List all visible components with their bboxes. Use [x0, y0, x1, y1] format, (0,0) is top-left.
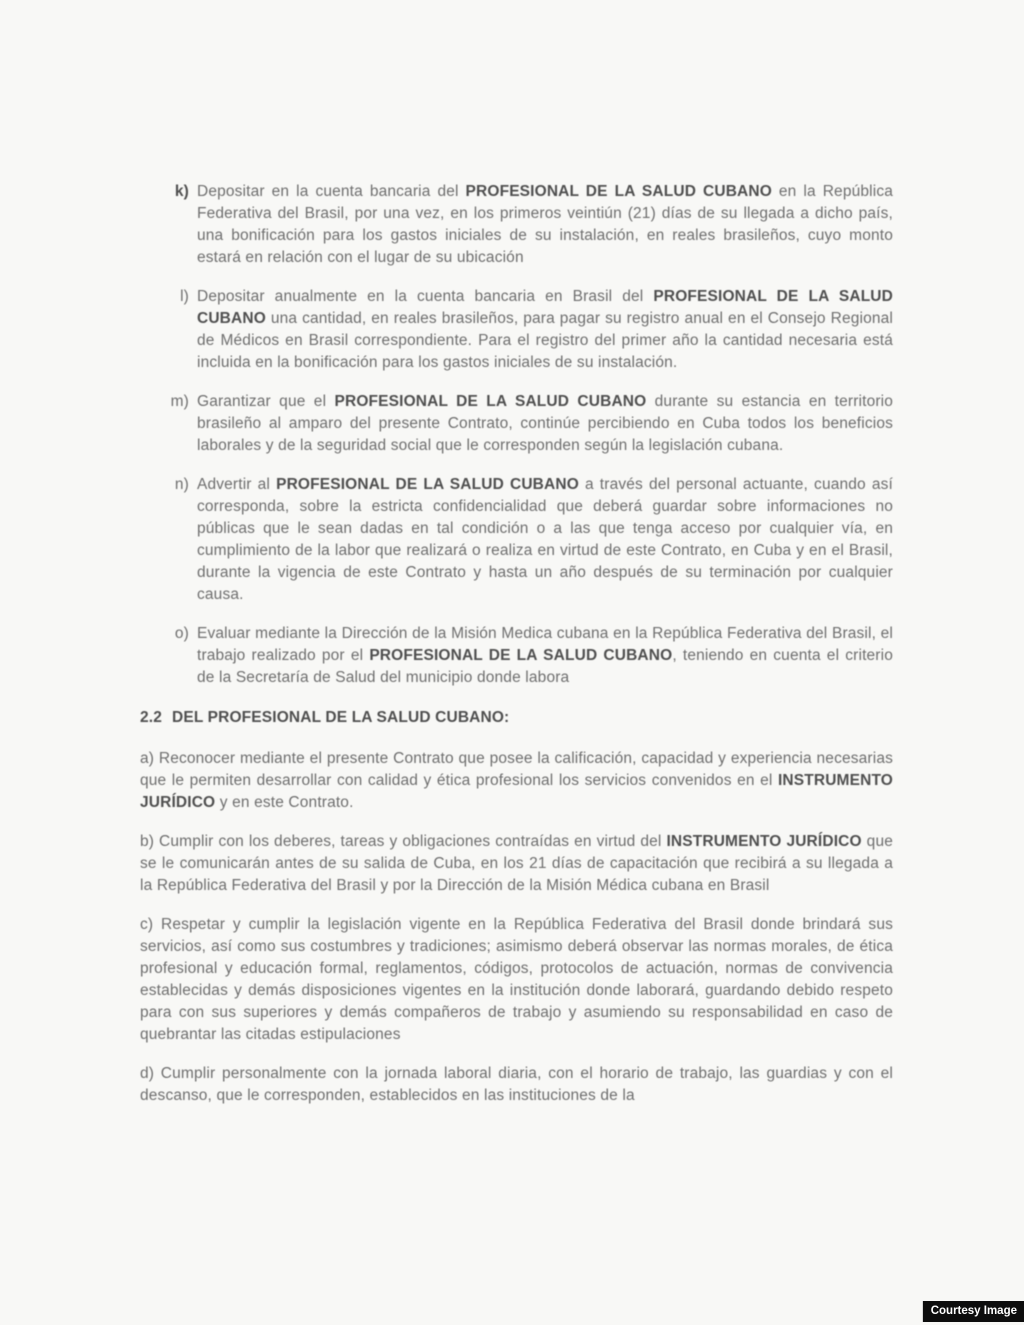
clause-marker: n) — [174, 476, 189, 493]
text-run: y en este Contrato. — [215, 794, 354, 811]
text-run: , teniendo en cuenta el criterio de la Secretaría de Salud del municipio donde labora — [197, 647, 893, 686]
bold-text-run: PROFESIONAL DE LA SALUD CUBANO — [197, 288, 893, 327]
text-run: b) Cumplir con los deberes, tareas y obligaciones contraídas en virtud del — [140, 833, 667, 850]
clause-marker: m) — [170, 393, 189, 410]
clause-text — [197, 181, 893, 269]
document-body — [140, 181, 893, 1107]
lettered-clause-list — [140, 181, 893, 689]
bold-text-run: PROFESIONAL DE LA SALUD CUBANO — [465, 183, 772, 200]
lettered-clause — [140, 474, 893, 606]
text-run: en la República Federativa del Brasil, por una vez, en los primeros veintiún (21) días de su llegada a dicho país, una bonificación para los gastos iniciales de su instalación, en reales brasileños, cuyo monto estará en relación con el lugar de su ubicación — [197, 183, 893, 266]
clause-marker: l) — [180, 288, 189, 305]
clause-marker: k) — [174, 183, 189, 200]
clause-text — [197, 391, 893, 457]
bold-text-run: PROFESIONAL DE LA SALUD CUBANO — [334, 393, 647, 410]
lettered-clause — [140, 181, 893, 269]
lettered-clause — [140, 286, 893, 374]
text-run: c) Respetar y cumplir la legislación vigente en la República Federativa del Brasil donde brindará sus servicios, así como sus costumbres y tradiciones; asimismo deberá observar las normas morales, de ética profesional y educación formal, reglamentos, códigos, protocolos de actuación, normas de convivencia establecidas y demás disposiciones vigentes en la institución donde laborará, guardando debido respeto para con sus superiores y demás compañeros de trabajo y asumiendo su responsabilidad en caso de quebrantar las citadas estipulaciones — [140, 916, 893, 1043]
text-run: Garantizar que el — [197, 393, 335, 410]
courtesy-image-watermark: Courtesy Image — [922, 1301, 1024, 1322]
section-heading — [140, 707, 893, 729]
bold-text-run: PROFESIONAL DE LA SALUD CUBANO — [276, 476, 579, 493]
section-number: 2.2 — [140, 709, 162, 726]
text-run: a) Reconocer mediante el presente Contrato que posee la calificación, capacidad y experiencia necesarias que le permiten desarrollar con calidad y ética profesional los servicios convenidos en el — [140, 750, 893, 789]
clause-marker: o) — [174, 625, 189, 642]
body-paragraph — [140, 831, 893, 897]
body-paragraph — [140, 748, 893, 814]
text-run: Depositar en la cuenta bancaria del — [197, 183, 466, 200]
text-run: d) Cumplir personalmente con la jornada laboral diaria, con el horario de trabajo, las guardias y con el descanso, que le corresponden, establecidos en las instituciones de la — [140, 1065, 893, 1104]
text-run: que se le comunicarán antes de su salida de Cuba, en los 21 días de capacitación que recibirá a su llegada a la República Federativa del Brasil y por la Dirección de la Misión Médica cubana en Brasil — [140, 833, 893, 894]
lettered-clause — [140, 391, 893, 457]
text-run: Evaluar mediante la Dirección de la Misión Medica cubana en la República Federativa del Brasil, el trabajo realizado por el — [197, 625, 893, 664]
clause-text — [197, 286, 893, 374]
clause-text — [197, 474, 893, 606]
body-paragraph — [140, 914, 893, 1046]
body-paragraph — [140, 1063, 893, 1107]
text-run: una cantidad, en reales brasileños, para pagar su registro anual en el Consejo Regional de Médicos en Brasil correspondiente. Para el registro del primer año la cantidad necesaria está incluida en la bonificación para los gastos iniciales de su instalación. — [197, 310, 893, 371]
text-run: Depositar anualmente en la cuenta bancaria en Brasil del — [197, 288, 654, 305]
section-title: DEL PROFESIONAL DE LA SALUD CUBANO: — [172, 709, 510, 726]
text-run: Advertir al — [197, 476, 277, 493]
paragraph-list — [140, 748, 893, 1107]
text-run: durante su estancia en territorio brasileño al amparo del presente Contrato, continúe percibiendo en Cuba todos los beneficios laborales y de la seguridad social que le corresponden según la legislación cubana. — [197, 393, 894, 454]
bold-text-run: INSTRUMENTO JURÍDICO — [666, 833, 862, 850]
bold-text-run: PROFESIONAL DE LA SALUD CUBANO — [369, 647, 673, 664]
text-run: a través del personal actuante, cuando así corresponda, sobre la estricta confidencialidad que deberá guardar sobre informaciones no públicas que le sean dadas en tal condición o a las que tenga acceso por cualquier vía, en cumplimiento de la labor que realizará o realiza en virtud de este Contrato, en Cuba y en el Brasil, durante la vigencia de este Contrato y hasta un año después de su terminación por cualquier causa. — [197, 476, 893, 603]
lettered-clause — [140, 623, 893, 689]
clause-text — [197, 623, 893, 689]
bold-text-run: INSTRUMENTO JURÍDICO — [140, 772, 893, 811]
